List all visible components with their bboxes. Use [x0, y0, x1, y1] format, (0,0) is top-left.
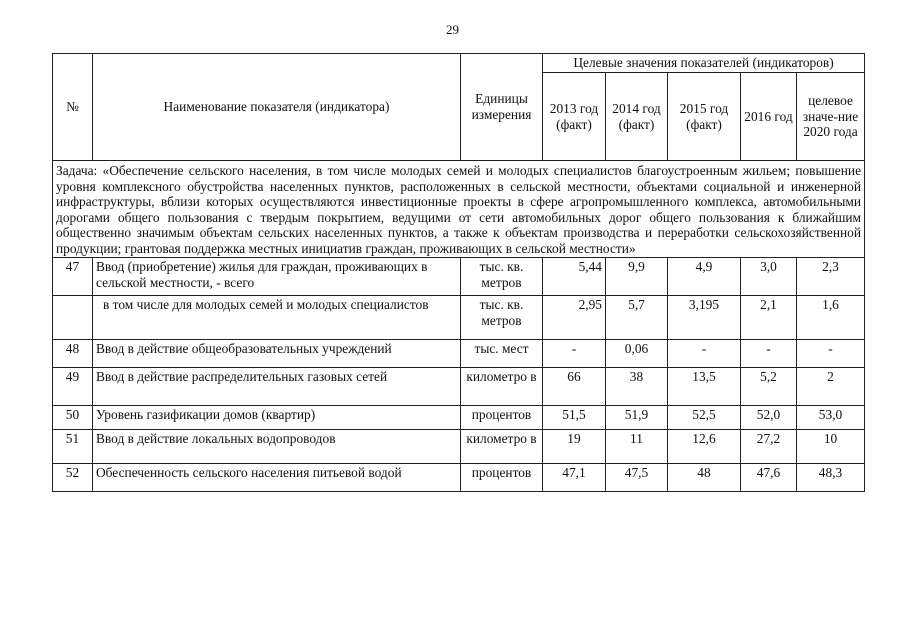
row-name: Ввод в действие локальных водопроводов	[93, 430, 461, 464]
row-value-2013: 19	[543, 430, 606, 464]
header-2014: 2014 год (факт)	[606, 73, 668, 161]
header-unit: Единицы измерения	[461, 54, 543, 161]
header-2015: 2015 год (факт)	[668, 73, 741, 161]
row-name: Обеспеченность сельского населения питьевой водой	[93, 464, 461, 492]
header-num: №	[53, 54, 93, 161]
row-value-2013: 51,5	[543, 406, 606, 430]
row-name: Ввод (приобретение) жилья для граждан, проживающих в сельской местности, - всего	[93, 258, 461, 296]
table-row	[53, 430, 865, 464]
table-row	[53, 464, 865, 492]
row-name: Уровень газификации домов (квартир)	[93, 406, 461, 430]
row-value-2015: 3,195	[668, 296, 741, 340]
row-name: Ввод в действие распределительных газовых сетей	[93, 368, 461, 406]
row-value-target: 10	[797, 430, 865, 464]
row-value-2013: 5,44	[543, 258, 606, 296]
row-value-2015: 4,9	[668, 258, 741, 296]
row-num: 48	[53, 340, 93, 368]
header-indicator-name: Наименование показателя (индикатора)	[93, 54, 461, 161]
row-value-2015: 12,6	[668, 430, 741, 464]
row-unit: процентов	[461, 406, 543, 430]
table-row	[53, 406, 865, 430]
row-unit: километро в	[461, 368, 543, 406]
table-row	[53, 258, 865, 296]
row-value-2016: 2,1	[741, 296, 797, 340]
header-2016: 2016 год	[741, 73, 797, 161]
row-name: в том числе для молодых семей и молодых специалистов	[93, 296, 461, 340]
row-unit: тыс. кв. метров	[461, 296, 543, 340]
row-value-2013: -	[543, 340, 606, 368]
row-unit: процентов	[461, 464, 543, 492]
row-value-2016: 27,2	[741, 430, 797, 464]
task-description: Задача: «Обеспечение сельского населения, в том числе молодых семей и молодых специалистов благоустроенным жильем; повышение уровня комплексного обустройства населенных пунктов, расположенных в сельской местности, объектами социальной и инженерной инфраструктуры, вблизи которых осуществляются инвестиционные проекты в сфере агропромышленного комплекса, автомобильными дорогами общего пользования с твердым покрытием, ведущими от сети автомобильных дорог общего пользования к ближайшим общественно значимым объектам сельских населенных пунктов, а также к объектам производства и переработки сельскохозяйственной продукции; грантовая поддержка местных инициатив граждан, проживающих в сельской местности»	[53, 161, 865, 258]
row-value-target: -	[797, 340, 865, 368]
row-num: 49	[53, 368, 93, 406]
row-num: 50	[53, 406, 93, 430]
row-value-2016: 47,6	[741, 464, 797, 492]
row-value-2015: 52,5	[668, 406, 741, 430]
table-row	[53, 368, 865, 406]
row-value-2014: 9,9	[606, 258, 668, 296]
row-value-target: 53,0	[797, 406, 865, 430]
row-value-2013: 66	[543, 368, 606, 406]
header-target-values-group: Целевые значения показателей (индикаторов)	[543, 54, 865, 73]
table-row	[53, 296, 865, 340]
row-value-2015: 13,5	[668, 368, 741, 406]
row-value-target: 2	[797, 368, 865, 406]
row-value-2016: 52,0	[741, 406, 797, 430]
header-target-2020: целевое значе-ние 2020 года	[797, 73, 865, 161]
row-value-2014: 47,5	[606, 464, 668, 492]
table-row	[53, 340, 865, 368]
row-num: 52	[53, 464, 93, 492]
row-value-2013: 47,1	[543, 464, 606, 492]
row-value-2016: 5,2	[741, 368, 797, 406]
row-value-2016: 3,0	[741, 258, 797, 296]
row-num: 47	[53, 258, 93, 296]
row-value-target: 48,3	[797, 464, 865, 492]
header-2013: 2013 год (факт)	[543, 73, 606, 161]
row-unit: километро в	[461, 430, 543, 464]
row-value-2016: -	[741, 340, 797, 368]
row-num: 51	[53, 430, 93, 464]
row-num	[53, 296, 93, 340]
indicators-table	[52, 53, 865, 492]
row-value-2014: 5,7	[606, 296, 668, 340]
row-value-target: 1,6	[797, 296, 865, 340]
row-value-2013: 2,95	[543, 296, 606, 340]
row-unit: тыс. мест	[461, 340, 543, 368]
row-unit: тыс. кв. метров	[461, 258, 543, 296]
row-value-2014: 0,06	[606, 340, 668, 368]
row-value-target: 2,3	[797, 258, 865, 296]
row-name: Ввод в действие общеобразовательных учреждений	[93, 340, 461, 368]
page-number: 29	[446, 22, 459, 37]
row-value-2014: 51,9	[606, 406, 668, 430]
row-value-2015: -	[668, 340, 741, 368]
row-value-2014: 11	[606, 430, 668, 464]
row-value-2014: 38	[606, 368, 668, 406]
row-value-2015: 48	[668, 464, 741, 492]
